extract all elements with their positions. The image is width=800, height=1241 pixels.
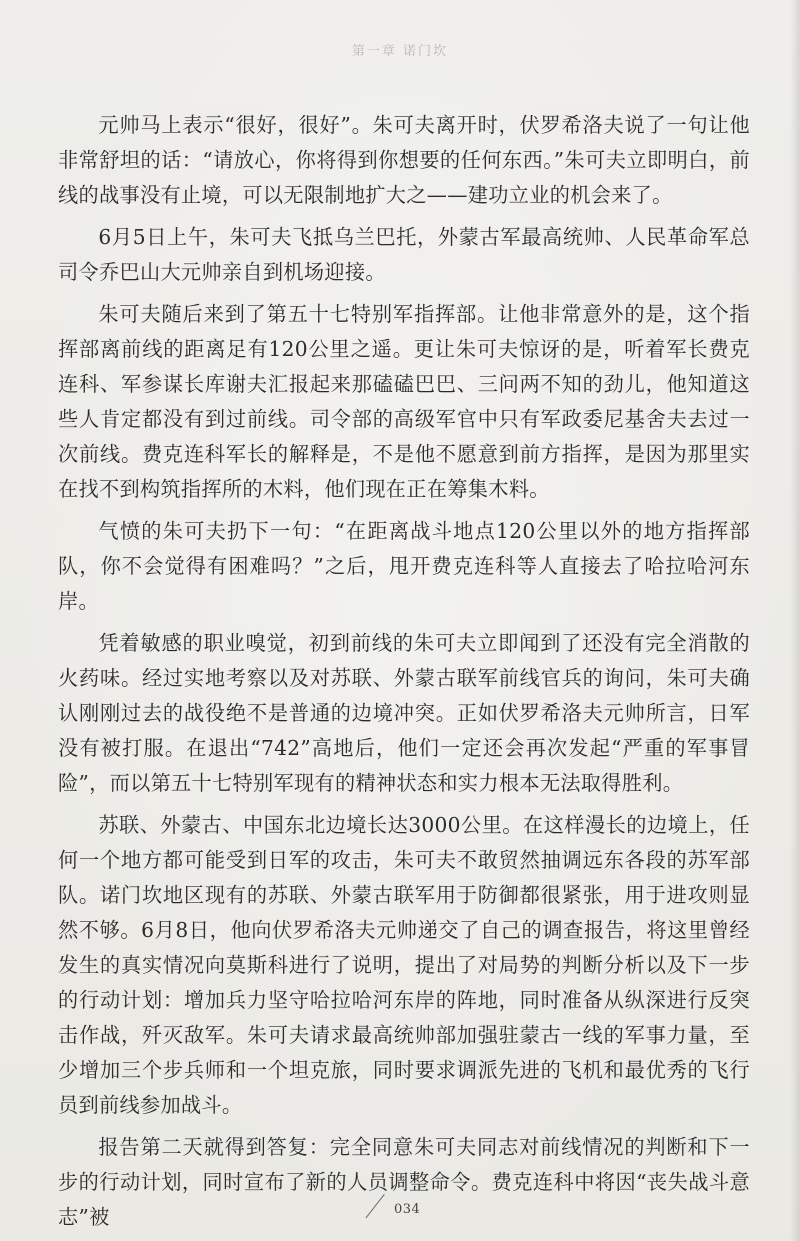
page-number: 034 [394,1202,421,1217]
running-header: 第一章 诺门坎 [351,44,449,59]
paragraph: 气愤的朱可夫扔下一句：“在距离战斗地点120公里以外的地方指挥部队，你不会觉得有困难吗？”之后，甩开费克连科等人直接去了哈拉哈河东岸。 [58,519,750,613]
paragraph: 苏联、外蒙古、中国东北边境长达3000公里。在这样漫长的边境上，任何一个地方都可能受到日军的攻击，朱可夫不敢贸然抽调远东各段的苏军部队。诺门坎地区现有的苏联、外蒙古联军用于防御都很紧张，用于进攻则显然不够。6月8日，他向伏罗希洛夫元帅递交了自己的调查报告，将这里曾经发生的真实情况向莫斯科进行了说明，提出了对局势的判断分析以及下一步的行动计划：增加兵力坚守哈拉哈河东岸的阵地，同时准备从纵深进行反突击作战，歼灭敌军。朱可夫请求最高统帅部加强驻蒙古一线的军事力量，至少增加三个步兵师和一个坦克旅，同时要求调派先进的飞机和最优秀的飞行员到前线参加战斗。 [58,813,750,1117]
paragraph: 凭着敏感的职业嗅觉，初到前线的朱可夫立即闻到了还没有完全消散的火药味。经过实地考察以及对苏联、外蒙古联军前线官兵的询问，朱可夫确认刚刚过去的战役绝不是普通的边境冲突。正如伏罗希洛夫元帅所言，日军没有被打服。在退出“742”高地后，他们一定还会再次发起“严重的军事冒险”，而以第五十七特别军现有的精神状态和实力根本无法取得胜利。 [58,631,750,795]
page-number-block [370,1192,430,1222]
paragraph: 元帅马上表示“很好，很好”。朱可夫离开时，伏罗希洛夫说了一句让他非常舒坦的话：“请放心，你将得到你想要的任何东西。”朱可夫立即明白，前线的战事没有止境，可以无限制地扩大之——建功立业的机会来了。 [58,113,750,207]
paragraph: 朱可夫随后来到了第五十七特别军指挥部。让他非常意外的是，这个指挥部离前线的距离足有120公里之遥。更让朱可夫惊讶的是，听着军长费克连科、军参谋长库谢夫汇报起来那磕磕巴巴、三问两不知的劲儿，他知道这些人肯定都没有到过前线。司令部的高级军官中只有军政委尼基舍夫去过一次前线。费克连科军长的解释是，不是他不愿意到前方指挥，是因为那里实在找不到构筑指挥所的木料，他们现在正在筹集木料。 [58,302,750,501]
paragraph: 报告第二天就得到答复：完全同意朱可夫同志对前线情况的判断和下一步的行动计划，同时宣布了新的人员调整命令。费克连科中将因“丧失战斗意志”被 [58,1135,750,1229]
body-text [58,108,750,1235]
page-edge-shadow [790,0,800,1241]
paragraph: 6月5日上午，朱可夫飞抵乌兰巴托，外蒙古军最高统帅、人民革命军总司令乔巴山大元帅亲自到机场迎接。 [58,225,750,284]
